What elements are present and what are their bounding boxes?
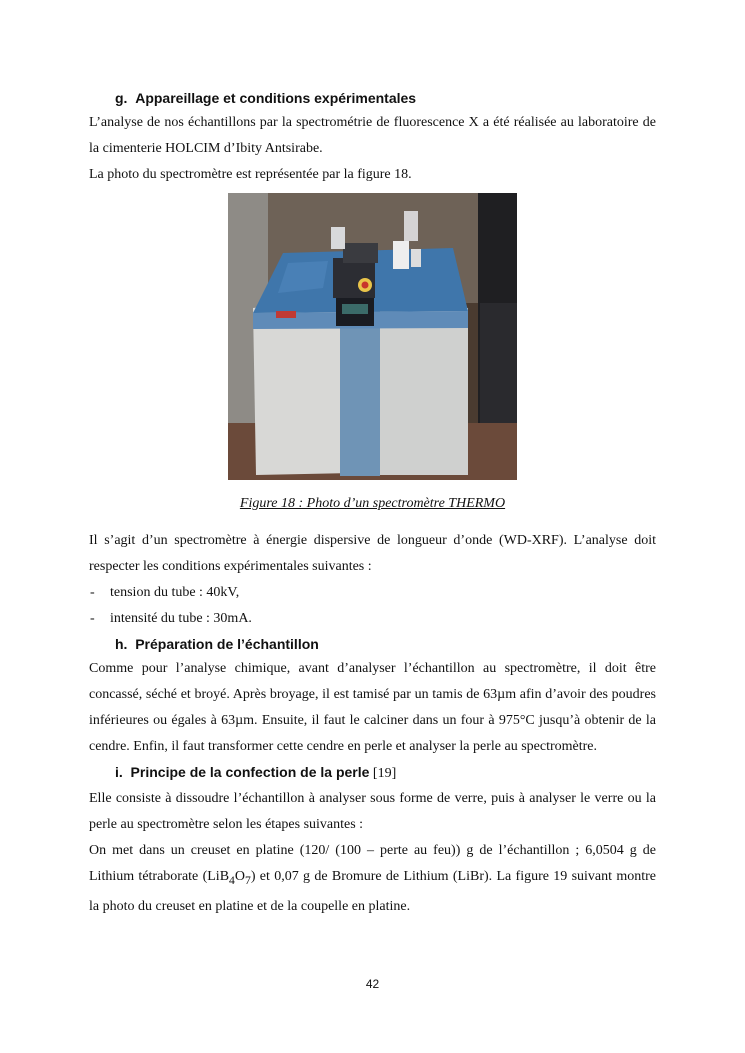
paragraph-i-2	[89, 838, 656, 920]
dash-bullet: -	[90, 585, 95, 600]
condition-intensity: intensité du tube : 30mA.	[110, 611, 252, 626]
subscript-7: 7	[244, 873, 251, 887]
paragraph-h-1: Comme pour l’analyse chimique, avant d’analyser l’échantillon au spectromètre, il doit être concassé, séché et broyé. Après broyage, il est tamisé par un tamis de 63µm afin d’avoir des poudres inférieures ou égales à 63µm. Ensuite, il faut le calciner dans un four à 975°C jusqu’à obtenir de la cendre. Enfin, il faut transformer cette cendre en perle et analyser la perle au spectromètre.	[89, 661, 656, 754]
list-item	[89, 606, 656, 632]
section-heading-h-text: h. Préparation de l’échantillon	[115, 636, 319, 652]
paragraph-i-1: Elle consiste à dissoudre l’échantillon à analyser sous forme de verre, puis à analyser le verre ou la perle au spectromètre selon les étapes suivantes :	[89, 791, 656, 832]
paragraph-i-2-part-b: O	[234, 869, 245, 884]
dash-bullet: -	[90, 611, 95, 626]
page-number: 42	[365, 977, 380, 991]
subscript-4: 4	[229, 873, 235, 887]
figure-18-caption: Figure 18 : Photo d’un spectromètre THERMO	[239, 496, 506, 511]
reference-19: [19]	[369, 766, 397, 781]
section-heading-g-text: g. Appareillage et conditions expérimentales	[115, 90, 417, 106]
paragraph-g-1: L’analyse de nos échantillons par la spectrométrie de fluorescence X a été réalisée au laboratoire de la cimenterie HOLCIM d’Ibity Antsirabe.	[89, 115, 656, 156]
spectrometer-illustration	[228, 193, 517, 480]
paragraph-after-figure: Il s’agit d’un spectromètre à énergie dispersive de longueur d’onde (WD-XRF). L’analyse doit respecter les conditions expérimentales suivantes :	[89, 533, 656, 574]
list-item	[89, 580, 656, 606]
conditions-list	[89, 580, 656, 632]
document-page	[89, 86, 656, 920]
paragraph-i-2-part-a: On met dans un creuset en platine (120/ (100 – perte au feu)) g de l’échantillon ; 6,0504 g de Lithium tétraborate (LiB	[89, 843, 656, 884]
paragraph-i-2-part-c: ) et 0,07 g de Bromure de Lithium (LiBr). La figure 19 suivant montre la photo du creuset en platine et de la coupelle en platine.	[89, 869, 656, 914]
section-heading-i-text: i. Principe de la confection de la perle	[115, 764, 370, 780]
section-heading-i	[115, 760, 656, 786]
condition-tension: tension du tube : 40kV,	[110, 585, 240, 600]
section-heading-g	[115, 86, 656, 110]
paragraph-g-2: La photo du spectromètre est représentée par la figure 18.	[89, 167, 412, 182]
spectrometer-photo	[228, 193, 517, 480]
section-heading-h	[115, 632, 656, 656]
figure-18	[89, 193, 656, 480]
